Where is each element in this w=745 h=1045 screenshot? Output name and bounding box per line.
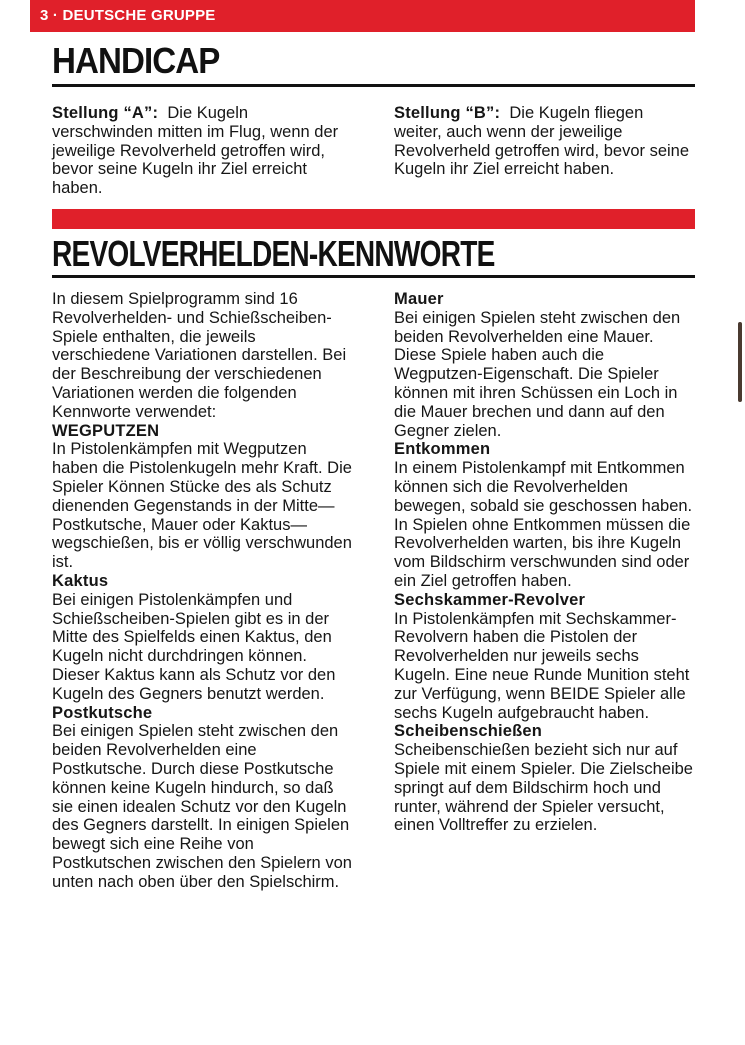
keywords-left-column: [52, 290, 352, 892]
stellung-a-text: Die Kugeln verschwinden mitten im Flug, wenn der jeweilige Revolverheld getroffen wird, bevor seine Kugeln ihr Ziel erreicht haben.: [52, 104, 339, 198]
stellung-a-paragraph: [52, 104, 352, 198]
keywords-right-column: [394, 290, 694, 835]
term-mauer: Mauer: [394, 290, 444, 308]
term-wegputzen: WEGPUTZEN: [52, 421, 160, 440]
keywords-title-rule: [52, 275, 695, 278]
text-mauer: Bei einigen Spielen steht zwischen den beiden Revolverhelden eine Mauer. Diese Spiele haben auch die Wegputzen-Eigenschaft. Die Spieler können mit ihren Schüssen ein Loch in die Mauer brechen und dann auf den Gegner zielen.: [394, 308, 681, 440]
term-entkommen: Entkommen: [394, 440, 491, 459]
term-postkutsche: Postkutsche: [52, 703, 153, 722]
text-postkutsche: Bei einigen Spielen steht zwischen den beiden Revolverhelden eine Postkutsche. Durch diese Postkutsche können keine Kugeln hindurch, so daß sie einen idealen Schutz vor den Kugeln des Gegners darstellt. In einigen Spielen bewegt sich eine Reihe von Postkutschen zwischen den Spielern von unten nach oben über den Spielschirm.: [52, 722, 352, 891]
section-divider-band: [52, 209, 695, 229]
term-scheibenschiessen: Scheibenschießen: [394, 722, 543, 741]
text-scheibenschiessen: Scheibenschießen bezieht sich nur auf Spiele mit einem Spieler. Die Zielscheibe springt auf dem Bildschirm hoch und runter, während der Spieler versucht, einen Volltreffer zu erzielen.: [394, 741, 693, 835]
keywords-title: REVOLVERHELDEN-KENNWORTE: [52, 233, 495, 274]
text-wegputzen: In Pistolenkämpfen mit Wegputzen haben die Pistolenkugeln mehr Kraft. Die Spieler Können Stücke des als Schutz dienenden Gegenstands in der Mitte—Postkutsche, Mauer oder Kaktus—wegschießen, bis er völlig verschwunden ist.: [52, 440, 352, 572]
handicap-title: HANDICAP: [52, 40, 220, 81]
text-sechskammer-revolver: In Pistolenkämpfen mit Sechskammer-Revolvern haben die Pistolen der Revolverhelden nur jeweils sechs Kugeln. Eine neue Runde Munition steht zur Verfügung, wenn BEIDE Spieler alle sechs Kugeln aufgebraucht haben.: [394, 609, 690, 722]
stellung-b-paragraph: [394, 104, 694, 179]
stellung-b-text: Die Kugeln fliegen weiter, auch wenn der jeweilige Revolverheld getroffen wird, bevor seine Kugeln ihr Ziel erreicht haben.: [394, 104, 690, 179]
text-kaktus: Bei einigen Pistolenkämpfen und Schießscheiben-Spielen gibt es in der Mitte des Spielfelds einen Kaktus, den Kugeln nicht durchdringen können. Dieser Kaktus kann als Schutz vor den Kugeln des Gegners benutzt werden.: [52, 590, 336, 703]
term-kaktus: Kaktus: [52, 571, 109, 590]
keywords-intro: In diesem Spielprogramm sind 16 Revolverhelden- und Schießscheiben- Spiele enthalten, die jeweils verschiedene Variationen darstellen. Bei der Beschreibung der verschiedenen Variationen werden die folgenden Kennworte verwendet:: [52, 290, 347, 421]
section-header-bar: [30, 0, 695, 32]
handicap-title-rule: [52, 84, 695, 87]
section-label: 3 · DEUTSCHE GRUPPE: [40, 7, 216, 24]
stellung-b-column: [394, 104, 694, 179]
stellung-b-label: Stellung “B”:: [394, 104, 501, 122]
stellung-a-column: [52, 104, 352, 198]
term-sechskammer-revolver: Sechskammer-Revolver: [394, 590, 586, 609]
stellung-a-label: Stellung “A”:: [52, 104, 159, 122]
text-entkommen: In einem Pistolenkampf mit Entkommen können sich die Revolverhelden bewegen, sobald sie geschossen haben. In Spielen ohne Entkommen müssen die Revolverhelden warten, bis ihre Kugeln vom Bildschirm verschwunden sind oder ein Ziel getroffen haben.: [394, 459, 693, 590]
page-edge-mark: [738, 322, 742, 402]
